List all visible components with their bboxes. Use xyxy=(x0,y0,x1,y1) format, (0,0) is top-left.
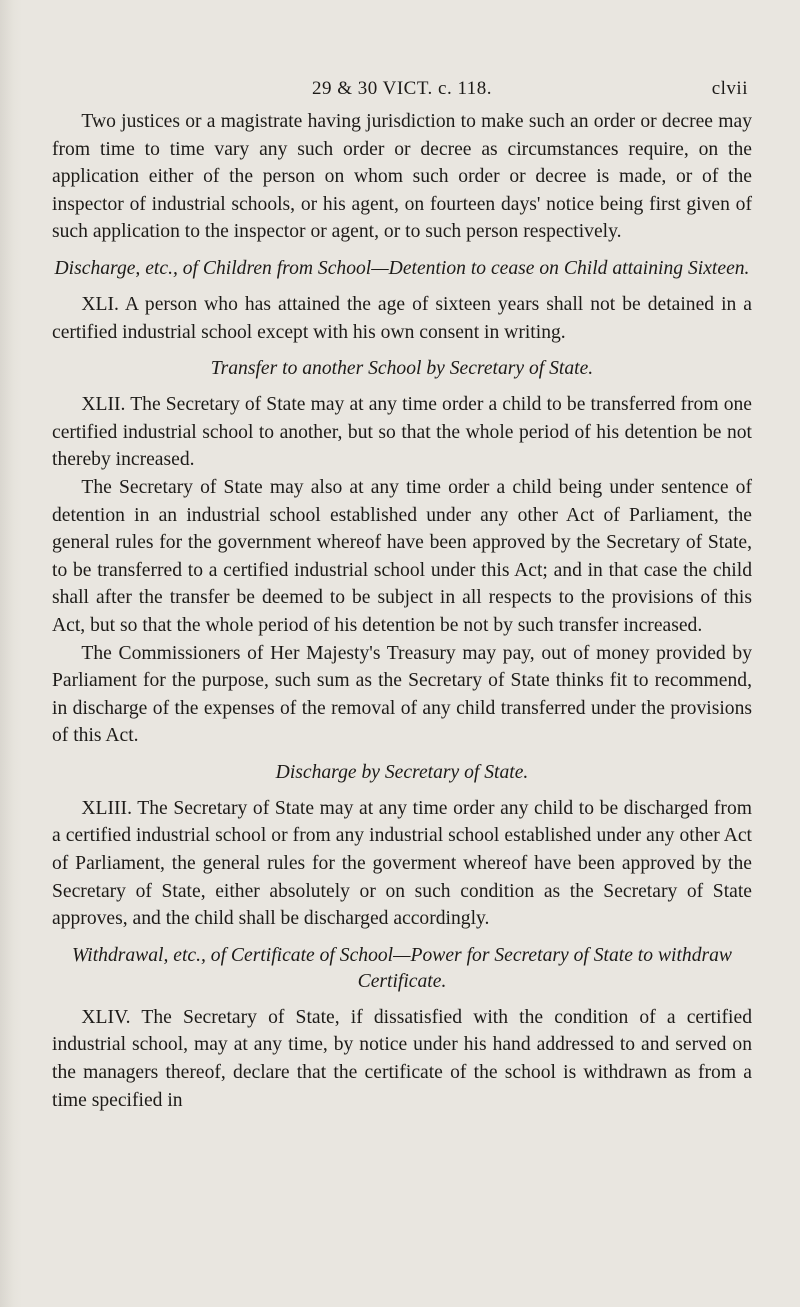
paragraph-intro: Two justices or a magistrate having jurisdiction to make such an order or decree may from time to time vary any such order or decree as circumstances require, on the application either of the person on whom such order or decree is made, or of the inspector of industrial schools, or his agent, on fourteen days' notice being first given of such application to the inspector or agent, or to such person respectively. xyxy=(52,111,752,243)
section-heading-transfer: Transfer to another School by Secretary of State. xyxy=(210,358,594,380)
section-heading-discharge-secretary: Discharge by Secretary of State. xyxy=(275,761,529,783)
running-head xyxy=(52,78,752,106)
paragraph-section-xlii: XLII. The Secretary of State may at any time order a child to be transferred from one certified industrial school to another, but so that the whole period of his detention be not thereby increased. xyxy=(52,394,752,471)
paragraph-section-xlii-transfer: The Secretary of State may also at any time order a child being under sentence of detention in an industrial school established under any other Act of Parliament, the general rules for the government whereof have been approved by the Secretary of State, to be transferred to a certified industrial school under this Act; and in that case the child shall after the transfer be deemed to be subject in all respects to the provisions of this Act, but so that the whole period of his detention be not by such transfer increased. xyxy=(52,476,752,636)
paragraph-section-xlii-expenses: The Commissioners of Her Majesty's Treasury may pay, out of money provided by Parliament for the purpose, such sum as the Secretary of State thinks fit to recommend, in discharge of the expenses of the removal of any child transferred under the provisions of this Act. xyxy=(52,642,752,747)
paragraph-section-xli: XLI. A person who has attained the age of sixteen years shall not be detained in a certified industrial school except with his own consent in writing. xyxy=(52,293,752,343)
paragraph-section-xliii: XLIII. The Secretary of State may at any time order any child to be discharged from a certified industrial school or from any industrial school established under any other Act of Parliament, the general rules for the goverment whereof have been approved by the Secretary of State, either absolutely or on such condition as the Secretary of State approves, and the child shall be discharged accordingly. xyxy=(52,797,752,930)
section-heading-withdrawal: Withdrawal, etc., of Certificate of School—Power for Secretary of State to withdraw Certificate. xyxy=(72,944,732,992)
page-gutter-shadow xyxy=(0,0,22,1307)
section-heading-discharge: Discharge, etc., of Children from School—Detention to cease on Child attaining Sixteen. xyxy=(54,257,750,279)
page-number: clvii xyxy=(711,78,748,99)
running-head-title: 29 & 30 VICT. c. 118. xyxy=(311,78,493,99)
document-page xyxy=(52,78,752,1114)
paragraph-section-xliv: XLIV. The Secretary of State, if dissatisfied with the condition of a certified industrial school, may at any time, by notice under his hand addressed to and served on the managers thereof, declare that the certificate of the school is withdrawn as from a time specified in xyxy=(52,1006,752,1111)
